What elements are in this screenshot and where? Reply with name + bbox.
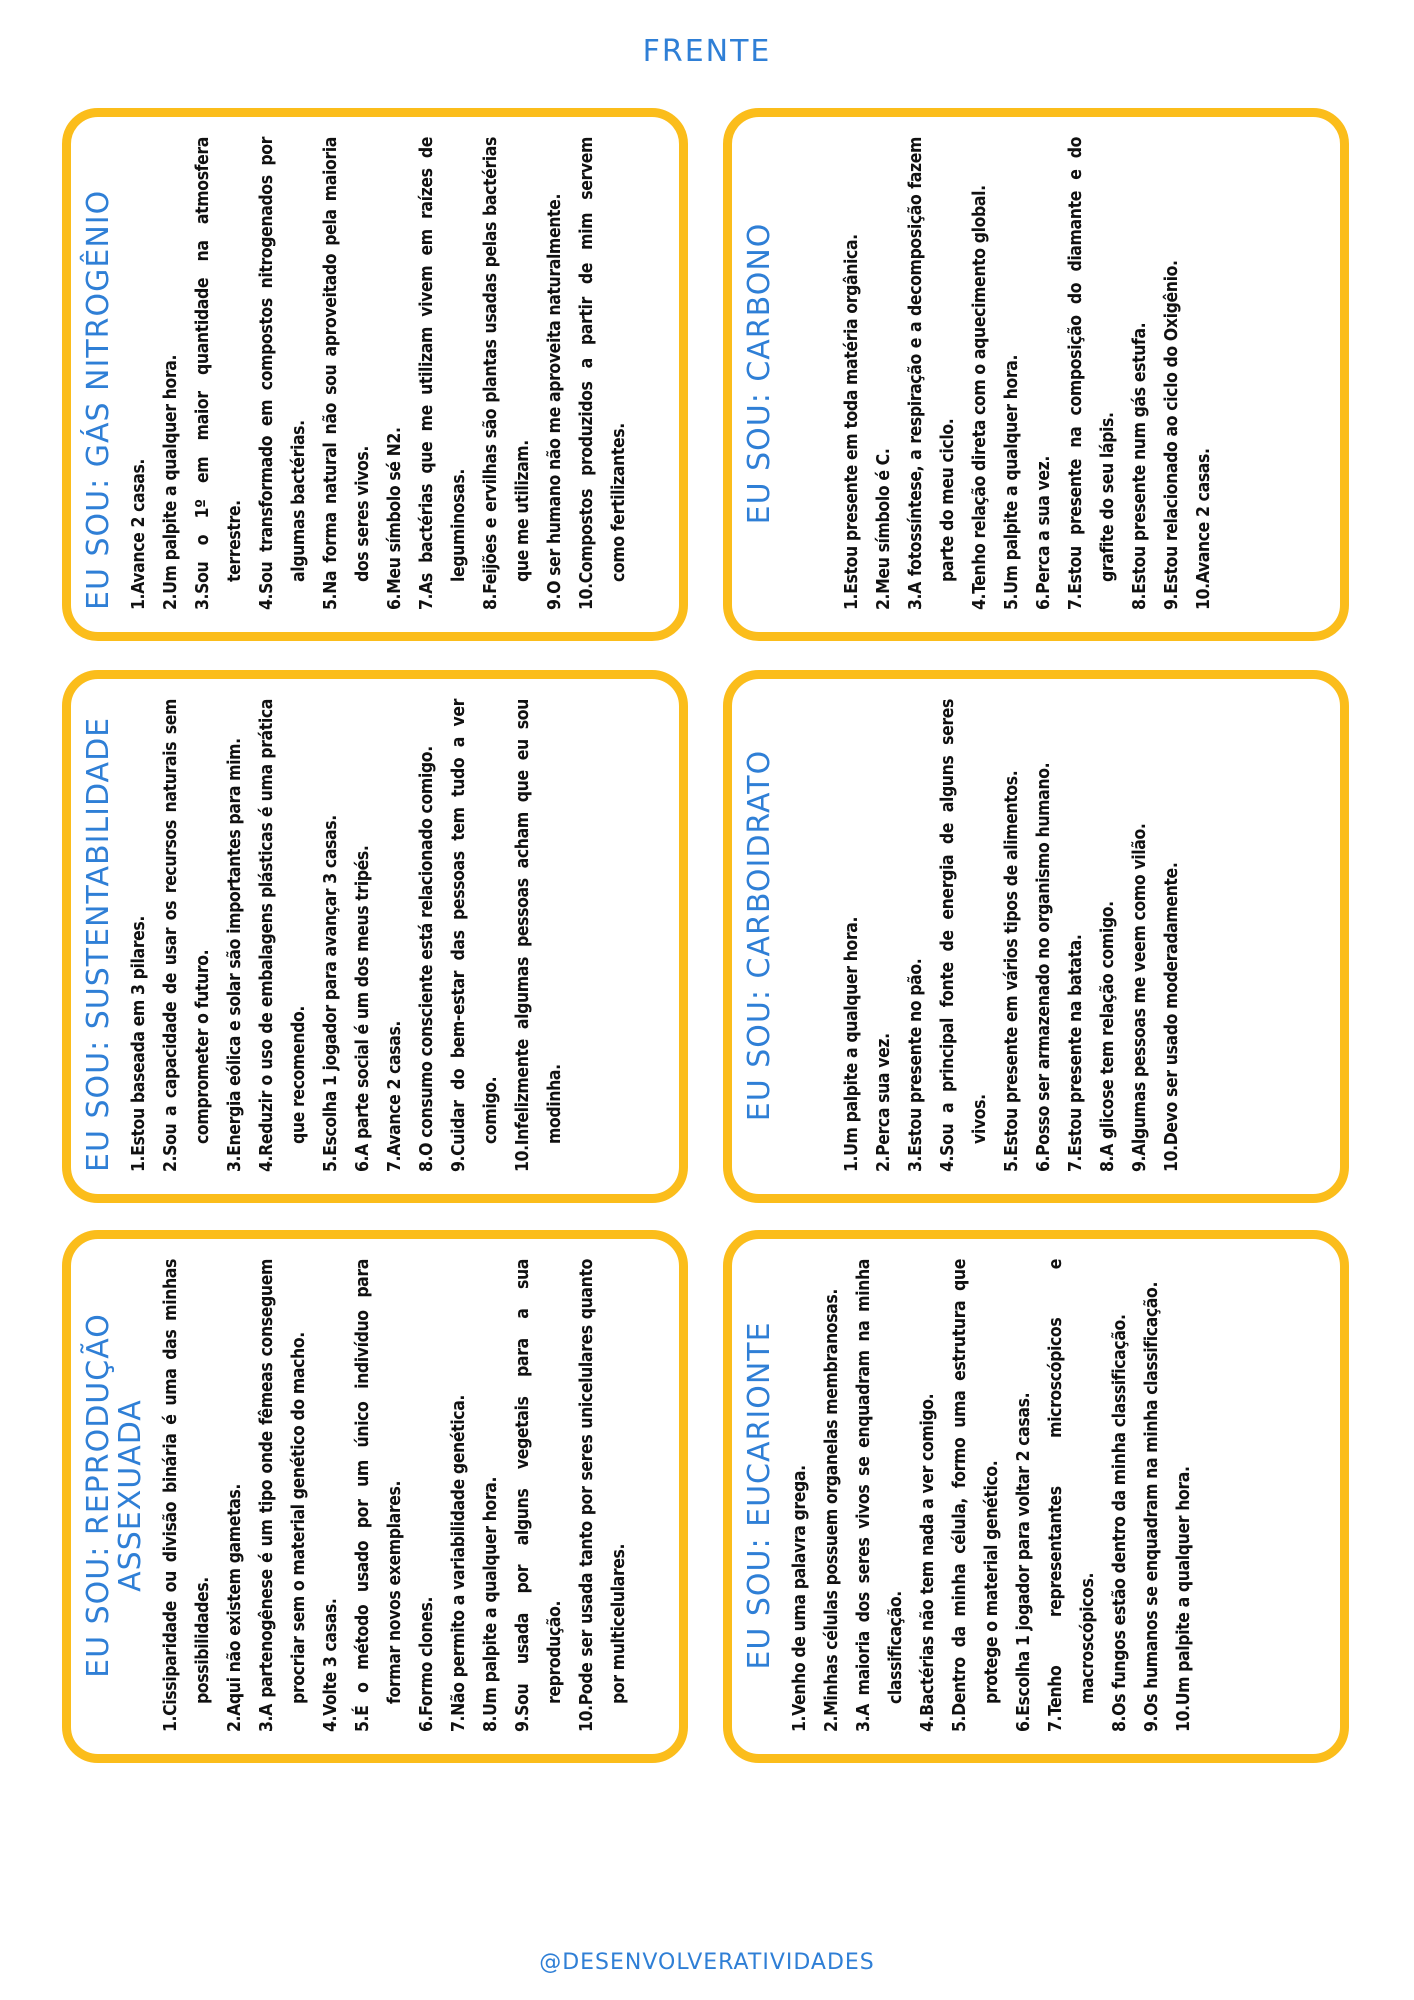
clue-item: 3.Energia eólica e solar são importantes para mim. — [225, 738, 245, 1172]
clue-item: 8.A glicose tem relação comigo. — [1098, 901, 1118, 1172]
clue-item: 4.Sou transformado em compostos nitrogenados por algumas bactérias. — [257, 137, 309, 610]
clue-item: 7.Tenho representantes microscópicos e macroscópicos. — [1046, 1259, 1098, 1732]
clue-item: 2.Sou a capacidade de usar os recursos naturais sem comprometer o futuro. — [161, 699, 213, 1172]
card-sustentabilidade — [62, 670, 688, 1203]
clue-item: 10.Devo ser usado moderadamente. — [1162, 862, 1182, 1172]
clue-item: 2.Minhas células possuem organelas membranosas. — [822, 1289, 842, 1732]
clue-item: 8.O consumo consciente está relacionado comigo. — [417, 746, 437, 1172]
clue-item: 8.Os fungos estão dentro da minha classificação. — [1110, 1314, 1130, 1732]
clue-item: 3.Sou o 1º em maior quantidade na atmosfera terrestre. — [193, 137, 245, 610]
clue-item: 9.Os humanos se enquadram na minha classificação. — [1142, 1281, 1162, 1732]
clue-item: 5.Estou presente em vários tipos de alimentos. — [1002, 770, 1022, 1172]
clue-item: 3.A partenogênese é um tipo onde fêmeas conseguem procriar sem o material genético do macho. — [257, 1259, 309, 1732]
page-header: FRENTE — [642, 34, 772, 69]
clue-item: 1.Estou baseada em 3 pilares. — [129, 916, 149, 1172]
clue-item: 2.Um palpite a qualquer hora. — [161, 354, 181, 610]
clue-item: 1.Cissiparidade ou divisão binária é uma das minhas possibilidades. — [161, 1259, 213, 1732]
clue-item: 5.Na forma natural não sou aproveitado pela maioria dos seres vivos. — [321, 137, 373, 610]
clue-item: 1.Avance 2 casas. — [129, 458, 149, 610]
clue-item: 8.Estou presente num gás estufa. — [1130, 322, 1150, 610]
clue-item: 2.Meu símbolo é C. — [874, 448, 894, 610]
card-title: EU SOU: CARBOIDRATO — [742, 749, 777, 1122]
clue-item: 7.Estou presente na batata. — [1066, 934, 1086, 1172]
clue-list — [123, 137, 635, 610]
clue-item: 6.Escolha 1 jogador para voltar 2 casas. — [1014, 1392, 1034, 1732]
clue-item: 4.Reduzir o uso de embalagens plásticas é uma prática que recomendo. — [257, 699, 309, 1172]
clue-item: 1.Um palpite a qualquer hora. — [842, 916, 862, 1172]
clue-item: 7.As bactérias que me utilizam vivem em raízes de leguminosas. — [417, 137, 469, 610]
card-carbono — [723, 108, 1349, 641]
clue-item: 4.Bactérias não tem nada a ver comigo. — [918, 1393, 938, 1732]
card-carboidrato — [723, 670, 1349, 1203]
clue-item: 10.Avance 2 casas. — [1194, 448, 1214, 610]
clue-item: 5.Escolha 1 jogador para avançar 3 casas. — [321, 815, 341, 1172]
clue-item: 3.A maioria dos seres vivos se enquadram na minha classificação. — [854, 1259, 906, 1732]
clue-item: 1.Estou presente em toda matéria orgânica. — [842, 234, 862, 610]
clue-item: 4.Volte 3 casas. — [321, 1598, 341, 1732]
card-title: EU SOU: EUCARIONTE — [742, 1321, 777, 1670]
clue-item: 4.Tenho relação direta com o aquecimento global. — [970, 185, 990, 610]
clue-item: 6.Perca a sua vez. — [1034, 455, 1054, 610]
clue-item: 6.Posso ser armazenado no organismo humano. — [1034, 762, 1054, 1172]
clue-item: 10.Compostos produzidos a partir de mim servem como fertilizantes. — [577, 137, 629, 610]
clue-item: 3.A fotossíntese, a respiração e a decomposição fazem parte do meu ciclo. — [906, 137, 958, 610]
clue-item: 3.Estou presente no pão. — [906, 958, 926, 1172]
clue-list — [836, 137, 1220, 610]
clue-list — [784, 1259, 1200, 1732]
clue-item: 1.Venho de uma palavra grega. — [790, 1465, 810, 1732]
card-reproducao-assexuada — [62, 1230, 688, 1763]
clue-item: 10.Infelizmente algumas pessoas acham que eu sou modinha. — [513, 699, 565, 1172]
clue-item: 4.Sou a principal fonte de energia de alguns seres vivos. — [938, 699, 990, 1172]
clue-item: 8.Feijões e ervilhas são plantas usadas pelas bactérias que me utilizam. — [481, 137, 533, 610]
card-title: EU SOU: GÁS NITROGÊNIO — [81, 189, 116, 610]
clue-list — [123, 699, 571, 1172]
card-title: EU SOU: REPRODUÇÃO ASSEXUADA — [81, 1313, 148, 1678]
clue-item: 9.O ser humano não me aproveita naturalmente. — [545, 193, 565, 610]
clue-item: 9.Algumas pessoas me veem como vilão. — [1130, 823, 1150, 1172]
clue-item: 8.Um palpite a qualquer hora. — [481, 1476, 501, 1732]
clue-item: 9.Cuidar do bem-estar das pessoas tem tudo a ver comigo. — [449, 699, 501, 1172]
card-title: EU SOU: SUSTENTABILIDADE — [81, 716, 116, 1172]
page-footer: @DESENVOLVERATIVIDADES — [539, 1950, 875, 1975]
clue-list — [836, 699, 1188, 1172]
clue-item: 2.Perca sua vez. — [874, 1033, 894, 1172]
clue-item: 7.Não permito a variabilidade genética. — [449, 1395, 469, 1732]
card-gas-nitrogenio — [62, 108, 688, 641]
card-eucarionte — [723, 1230, 1349, 1763]
clue-item: 7.Avance 2 casas. — [385, 1020, 405, 1172]
clue-item: 2.Aqui não existem gametas. — [225, 1484, 245, 1732]
clue-item: 6.Meu símbolo sé N2. — [385, 427, 405, 610]
clue-item: 6.Formo clones. — [417, 1596, 437, 1732]
clue-item: 5.Um palpite a qualquer hora. — [1002, 354, 1022, 610]
clue-item: 5.É o método usado por um único indivíduo para formar novos exemplares. — [353, 1259, 405, 1732]
card-title: EU SOU: CARBONO — [742, 222, 777, 525]
clue-item: 9.Sou usada por alguns vegetais para a sua reprodução. — [513, 1259, 565, 1732]
clue-item: 9.Estou relacionado ao ciclo do Oxigênio. — [1162, 260, 1182, 610]
clue-item: 6.A parte social é um dos meus tripés. — [353, 845, 373, 1172]
clue-item: 5.Dentro da minha célula, formo uma estrutura que protege o material genético. — [950, 1259, 1002, 1732]
clue-list — [155, 1259, 635, 1732]
clue-item: 10.Pode ser usada tanto por seres unicelulares quanto por multicelulares. — [577, 1259, 629, 1732]
clue-item: 7.Estou presente na composição do diamante e do grafite do seu lápis. — [1066, 137, 1118, 610]
clue-item: 10.Um palpite a qualquer hora. — [1174, 1466, 1194, 1732]
